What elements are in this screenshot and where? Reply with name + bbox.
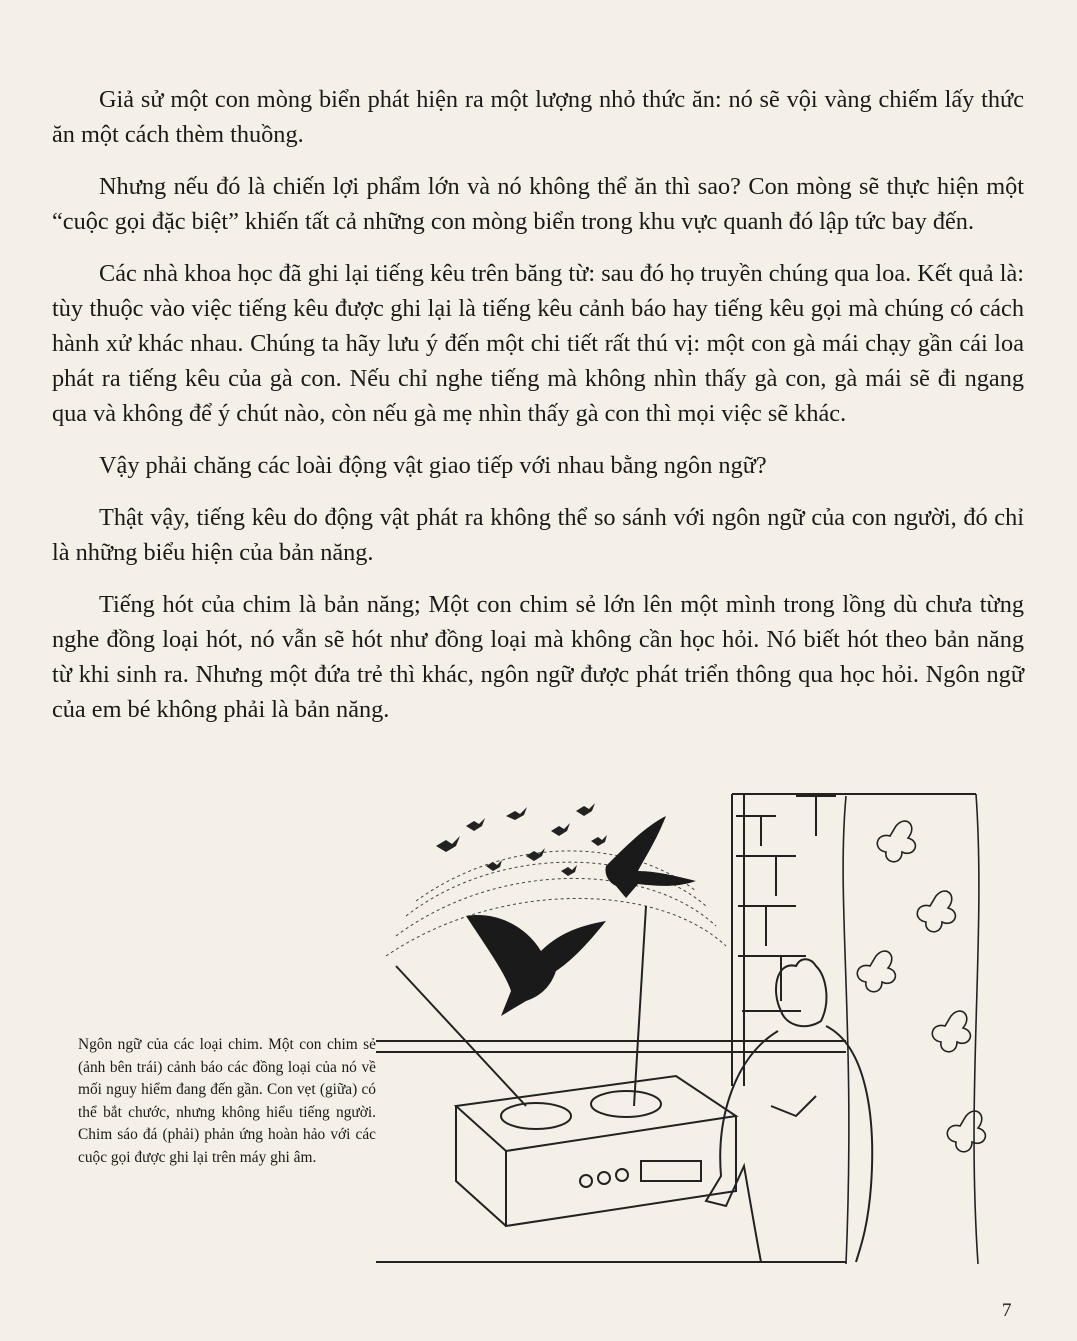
body-text bbox=[52, 82, 1024, 744]
paragraph-1: Giả sử một con mòng biển phát hiện ra một lượng nhỏ thức ăn: nó sẽ vội vàng chiếm lấy thức ăn một cách thèm thuồng. bbox=[52, 86, 1024, 148]
paragraph-2: Nhưng nếu đó là chiến lợi phẩm lớn và nó không thể ăn thì sao? Con mòng sẽ thực hiện một “cuộc gọi đặc biệt” khiến tất cả những con mòng biển trong khu vực quanh đó lập tức bay đến. bbox=[52, 173, 1024, 235]
starling-bird bbox=[605, 816, 696, 898]
window-sill bbox=[376, 1041, 846, 1262]
paragraph-6: Tiếng hót của chim là bản năng; Một con chim sẻ lớn lên một mình trong lồng dù chưa từng nghe đồng loại hót, nó vẫn sẽ hót như đồng loại mà không cần học hỏi. Nó biết hót theo bản năng từ khi sinh ra. Nhưng một đứa trẻ thì khác, ngôn ngữ được phát triển thông qua học hỏi. Ngôn ngữ của em bé không phải là bản năng. bbox=[52, 591, 1024, 723]
paragraph-5: Thật vậy, tiếng kêu do động vật phát ra không thể so sánh với ngôn ngữ của con người, đó chỉ là những biểu hiện của bản năng. bbox=[52, 504, 1024, 566]
paragraph-3: Các nhà khoa học đã ghi lại tiếng kêu trên băng từ: sau đó họ truyền chúng qua loa. Kết quả là: tùy thuộc vào việc tiếng kêu được ghi lại là tiếng kêu cảnh báo hay tiếng kêu gọi mà chúng có cách hành xử khác nhau. Chúng ta hãy lưu ý đến một chi tiết rất thú vị: một con gà mái chạy gần cái loa phát ra tiếng kêu của gà con. Nếu chỉ nghe tiếng mà không nhìn thấy gà con, gà mái sẽ đi ngang qua và không để ý chút nào, còn nếu gà mẹ nhìn thấy gà con thì mọi việc sẽ khác. bbox=[52, 260, 1024, 427]
illustration-man-with-tape-recorder-and-birds bbox=[376, 786, 1022, 1264]
curtain bbox=[843, 794, 985, 1264]
paragraph-4: Vậy phải chăng các loài động vật giao tiếp với nhau bằng ngôn ngữ? bbox=[99, 452, 767, 479]
sparrow-bird bbox=[466, 915, 606, 1016]
flock-of-birds bbox=[436, 803, 607, 876]
figure-caption: Ngôn ngữ của các loại chim. Một con chim sẻ (ảnh bên trái) cảnh báo các đồng loại của nó về mối nguy hiểm đang đến gần. Con vẹt (giữa) có thể bắt chước, nhưng không hiểu tiếng người. Chim sáo đá (phải) phản ứng hoàn hảo với các cuộc gọi được ghi lại trên máy ghi âm. bbox=[78, 1036, 376, 1166]
tape-recorder bbox=[456, 1076, 736, 1226]
page-number: 7 bbox=[1002, 1300, 1012, 1321]
